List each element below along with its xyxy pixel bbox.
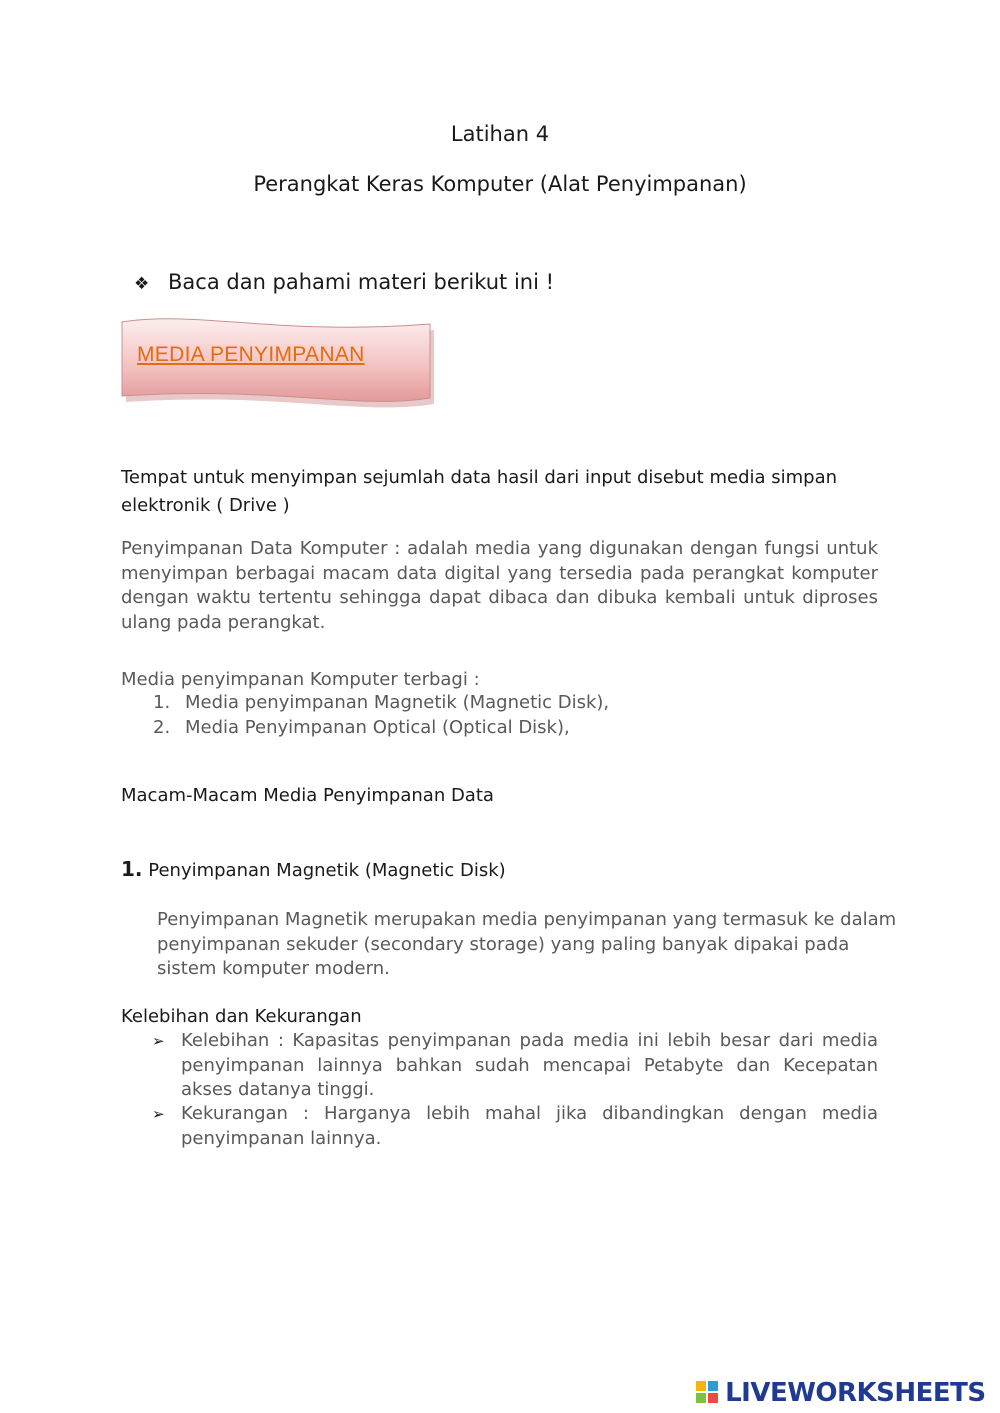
arrow-bullet-icon: ➢ bbox=[152, 1105, 165, 1123]
intro-text: Tempat untuk menyimpan sejumlah data hasil dari input disebut bbox=[121, 467, 710, 488]
diamond-bullet-icon: ❖ bbox=[134, 274, 150, 294]
cons-text: Kekurangan : Harganya lebih mahal jika dibandingkan dengan media penyimpanan lainnya. bbox=[181, 1103, 878, 1149]
list-item bbox=[153, 717, 570, 738]
list-number: 1. bbox=[153, 692, 171, 713]
list-text: Media penyimpanan Magnetik (Magnetic Disk), bbox=[185, 692, 610, 713]
pros-text: Kelebihan : Kapasitas penyimpanan pada media ini lebih besar dari media penyimpanan lainnya bahkan sudah mencapai Petabyte dan Kecepatan akses datanya tinggi. bbox=[181, 1030, 878, 1100]
pros-cons-heading: Kelebihan dan Kekurangan bbox=[121, 1006, 362, 1027]
liveworksheets-logo bbox=[696, 1378, 986, 1410]
magnetic-desc-line: Penyimpanan Magnetik merupakan media penyimpanan yang termasuk ke dalam bbox=[157, 909, 897, 930]
magnetic-desc-line: penyimpanan sekuder (secondary storage) yang paling banyak dipakai pada bbox=[157, 934, 850, 955]
brand-wordmark: LIVEWORKSHEETS bbox=[725, 1378, 986, 1408]
instruction-line bbox=[134, 270, 554, 294]
section-heading: Macam-Macam Media Penyimpanan Data bbox=[121, 785, 494, 806]
definition-paragraph: Penyimpanan Data Komputer : adalah media yang digunakan dengan fungsi untuk menyimpan berbagai macam data digital yang tersedia pada perangkat komputer dengan waktu tertentu sehingga dapat dibaca dan dibuka kembali untuk diproses ulang pada perangkat. bbox=[121, 538, 878, 633]
magnetic-title: Penyimpanan Magnetik (Magnetic Disk) bbox=[148, 860, 506, 881]
liveworksheets-blocks-icon bbox=[696, 1381, 720, 1405]
arrow-bullet-icon: ➢ bbox=[152, 1032, 165, 1050]
types-heading: Media penyimpanan Komputer terbagi : bbox=[121, 669, 480, 690]
page-subtitle: Perangkat Keras Komputer (Alat Penyimpanan) bbox=[253, 172, 747, 196]
magnetic-desc-line: sistem komputer modern. bbox=[157, 958, 390, 979]
list-number: 2. bbox=[153, 717, 171, 738]
media-penyimpanan-banner bbox=[118, 316, 438, 414]
page-title: Latihan 4 bbox=[450, 122, 550, 146]
magnetic-number: 1. bbox=[121, 857, 143, 881]
list-item bbox=[152, 1029, 878, 1103]
intro-emphasis: media simpan elektronik ( Drive ) bbox=[121, 467, 838, 516]
list-text: Media Penyimpanan Optical (Optical Disk), bbox=[185, 717, 570, 738]
instruction-text: Baca dan pahami materi berikut ini ! bbox=[168, 270, 555, 294]
banner-label: MEDIA PENYIMPANAN bbox=[137, 343, 365, 366]
list-item bbox=[153, 692, 609, 713]
magnetic-heading bbox=[121, 857, 506, 881]
list-item bbox=[152, 1102, 878, 1151]
intro-paragraph bbox=[121, 464, 841, 520]
